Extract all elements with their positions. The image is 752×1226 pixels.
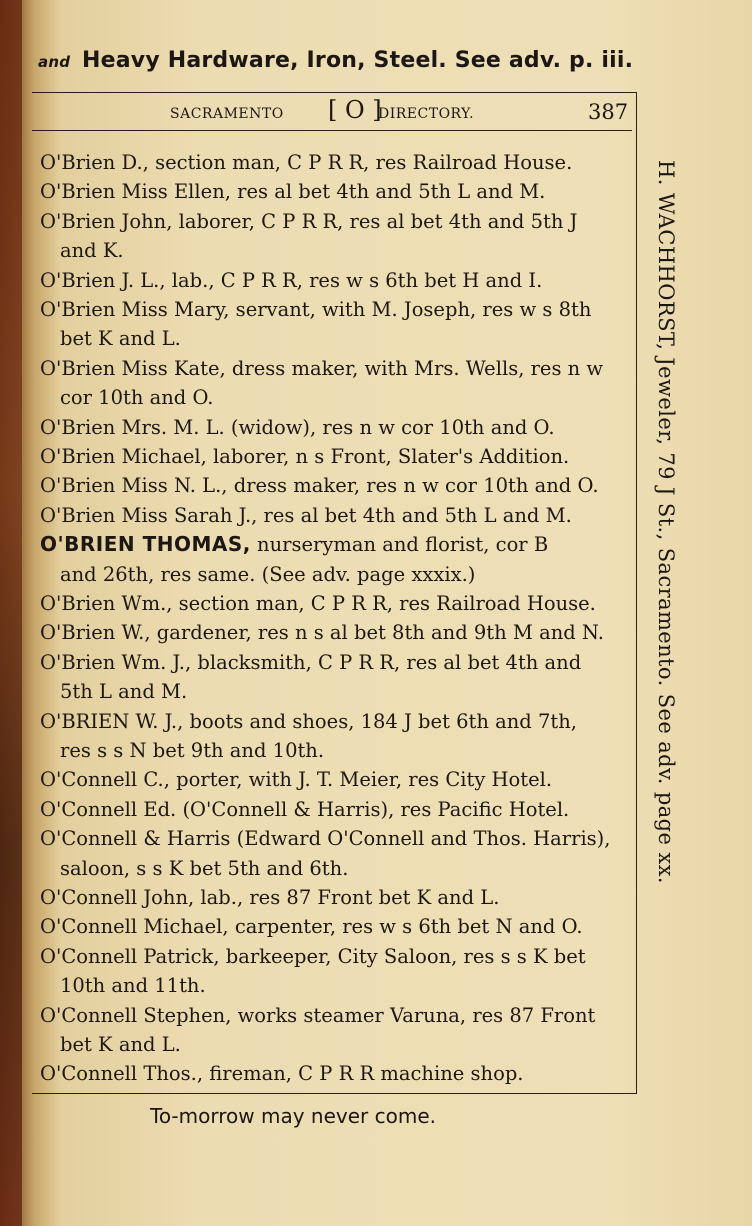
entry-text: O'Brien Wm., section man, C P R R, res Railroad House. [40, 592, 596, 615]
directory-entry-line [40, 530, 548, 559]
entry-text: O'Brien D., section man, C P R R, res Railroad House. [40, 151, 573, 174]
directory-entry-line [60, 854, 348, 883]
entry-text: O'Connell John, lab., res 87 Front bet K and L. [40, 886, 500, 909]
entry-text: bet K and L. [60, 327, 181, 351]
directory-entry-line [40, 471, 599, 500]
entry-text: cor 10th and O. [60, 386, 214, 410]
entry-text: O'Brien John, laborer, C P R R, res al bet 4th and 5th J [40, 209, 578, 233]
entry-text: 5th L and M. [60, 680, 188, 704]
directory-entry-line [40, 589, 596, 618]
banner-prefix: and [38, 53, 71, 71]
entry-text: O'Brien Miss Mary, servant, with M. Joseph, res w s 8th [40, 298, 592, 321]
directory-entry-line [40, 648, 581, 677]
header-mark: [ O ] [328, 96, 382, 124]
entry-text: bet K and L. [60, 1033, 181, 1056]
book-spine [0, 0, 22, 1226]
directory-entry-line [40, 177, 545, 206]
directory-entry-line [60, 324, 181, 353]
directory-entry-line [40, 618, 604, 647]
directory-entry-line [40, 883, 499, 912]
entry-text: O'Brien Miss Ellen, res al bet 4th and 5th L and M. [40, 180, 546, 204]
directory-entry-line [40, 912, 583, 941]
directory-entry-line [40, 1059, 524, 1088]
entry-text: O'Brien Mrs. M. L. (widow), res n w cor 10th and O. [40, 415, 555, 439]
entry-text: and 26th, res same. (See adv. page xxxix.) [60, 562, 476, 586]
entry-text: res s s N bet 9th and 10th. [60, 739, 325, 762]
header-title: DIRECTORY. [378, 106, 475, 122]
directory-entry-line [40, 824, 611, 853]
entry-text: O'Connell & Harris (Edward O'Connell and Thos. Harris), [40, 827, 611, 851]
running-header [32, 96, 632, 131]
directory-entry-line [40, 765, 552, 794]
entry-text: O'Brien Wm. J., blacksmith, C P R R, res al bet 4th and [40, 650, 582, 674]
directory-entry-line [40, 207, 577, 236]
entry-text: O'Brien Miss Kate, dress maker, with Mrs. Wells, res n w [40, 356, 604, 380]
top-advertisement-banner [38, 48, 638, 84]
directory-entry-line [40, 413, 555, 442]
entry-text: O'Connell Thos., fireman, C P R R machine shop. [40, 1062, 524, 1086]
header-city: SACRAMENTO [170, 106, 284, 122]
entry-text: O'Brien J. L., lab., C P R R, res w s 6th bet H and I. [40, 268, 543, 292]
entry-text: O'Connell Ed. (O'Connell & Harris), res Pacific Hotel. [40, 797, 570, 821]
entry-text: O'Connell C., porter, with J. T. Meier, res City Hotel. [40, 768, 553, 792]
directory-entry-line [40, 1001, 595, 1030]
directory-entry-line [60, 236, 124, 265]
directory-entry-line [40, 442, 569, 471]
directory-entry-line [60, 383, 214, 412]
entry-text: saloon, s s K bet 5th and 6th. [60, 856, 349, 880]
entry-text: and K. [60, 239, 124, 263]
directory-entry-line [60, 677, 187, 706]
directory-entry-line [40, 295, 591, 324]
directory-entry-line [40, 148, 572, 177]
banner-text: Heavy Hardware, Iron, Steel. See adv. p. iii. [82, 48, 634, 73]
directory-entry-line [60, 560, 475, 589]
directory-entry-line [40, 942, 586, 971]
footer-motto: To-morrow may never come. [150, 1104, 436, 1128]
directory-entry-line [40, 354, 603, 383]
entry-text: O'Brien Miss N. L., dress maker, res n w cor 10th and O. [40, 474, 599, 498]
entry-text: O'Brien Michael, laborer, n s Front, Slater's Addition. [40, 445, 570, 468]
entry-text: O'Brien Miss Sarah J., res al bet 4th and 5th L and M. [40, 503, 572, 527]
directory-entry-line [40, 501, 572, 530]
directory-entry-line [40, 707, 577, 736]
directory-entry-line [40, 795, 569, 824]
entry-name-caps: O'BRIEN THOMAS, [40, 532, 251, 557]
entry-text: O'BRIEN W. J., boots and shoes, 184 J bet 6th and 7th, [40, 709, 577, 733]
entry-text: nurseryman and florist, cor B [250, 533, 549, 557]
side-advertisement [648, 160, 688, 1030]
entry-text: 10th and 11th. [60, 974, 206, 998]
entry-text: O'Connell Patrick, barkeeper, City Saloon, res s s K bet [40, 944, 586, 968]
directory-entry-line [60, 736, 324, 765]
entry-text: O'Connell Stephen, works steamer Varuna, res 87 Front [40, 1003, 596, 1027]
page-number: 387 [588, 100, 629, 124]
entry-text: O'Connell Michael, carpenter, res w s 6th bet N and O. [40, 915, 583, 939]
directory-entry-line [40, 266, 542, 295]
directory-entry-line [60, 1030, 181, 1059]
side-advertisement-text: H. WACHHORST, Jeweler, 79 J St., Sacramento. See adv. page xx. [654, 160, 678, 884]
directory-entry-line [60, 971, 206, 1000]
entry-text: O'Brien W., gardener, res n s al bet 8th and 9th M and N. [40, 621, 604, 645]
